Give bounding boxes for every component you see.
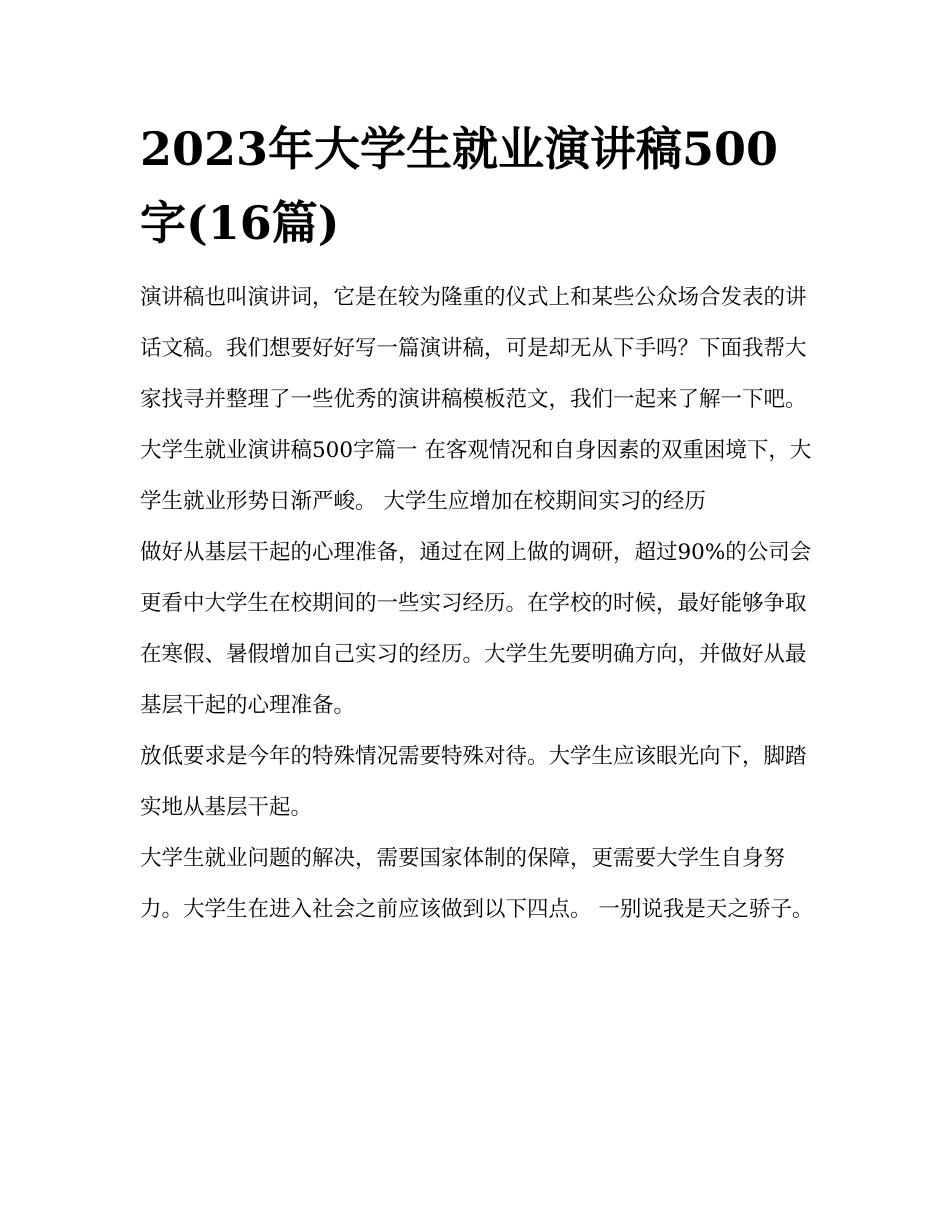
paragraph-section-one: 大学生就业演讲稿500字篇一 在客观情况和自身因素的双重困境下，大学生就业形势日渐严峻。 大学生应增加在校期间实习的经历 bbox=[140, 438, 812, 514]
paragraph-lower-expectations: 放低要求是今年的特殊情况需要特殊对待。大学生应该眼光向下，脚踏实地从基层干起。 bbox=[140, 744, 807, 820]
paragraph-grassroots: 做好从基层干起的心理准备，通过在网上做的调研，超过90%的公司会更看中大学生在校期间的一些实习经历。在学校的时候，最好能够争取在寒假、暑假增加自己实习的经历。大学生先要明确方向，并做好从最基层干起的心理准备。 bbox=[140, 540, 812, 718]
paragraph-intro: 演讲稿也叫演讲词，它是在较为隆重的仪式上和某些公众场合发表的讲话文稿。我们想要好好写一篇演讲稿，可是却无从下手吗？下面我帮大家找寻并整理了一些优秀的演讲稿模板范文，我们一起来了解一下吧。 bbox=[140, 285, 807, 412]
document-title: 2023年大学生就业演讲稿500字(16篇) bbox=[140, 122, 779, 250]
document-body bbox=[140, 112, 820, 935]
paragraph-four-points: 大学生就业问题的解决，需要国家体制的保障，更需要大学生自身努力。大学生在进入社会之前应该做到以下四点。 一别说我是天之骄子。 bbox=[140, 846, 814, 922]
